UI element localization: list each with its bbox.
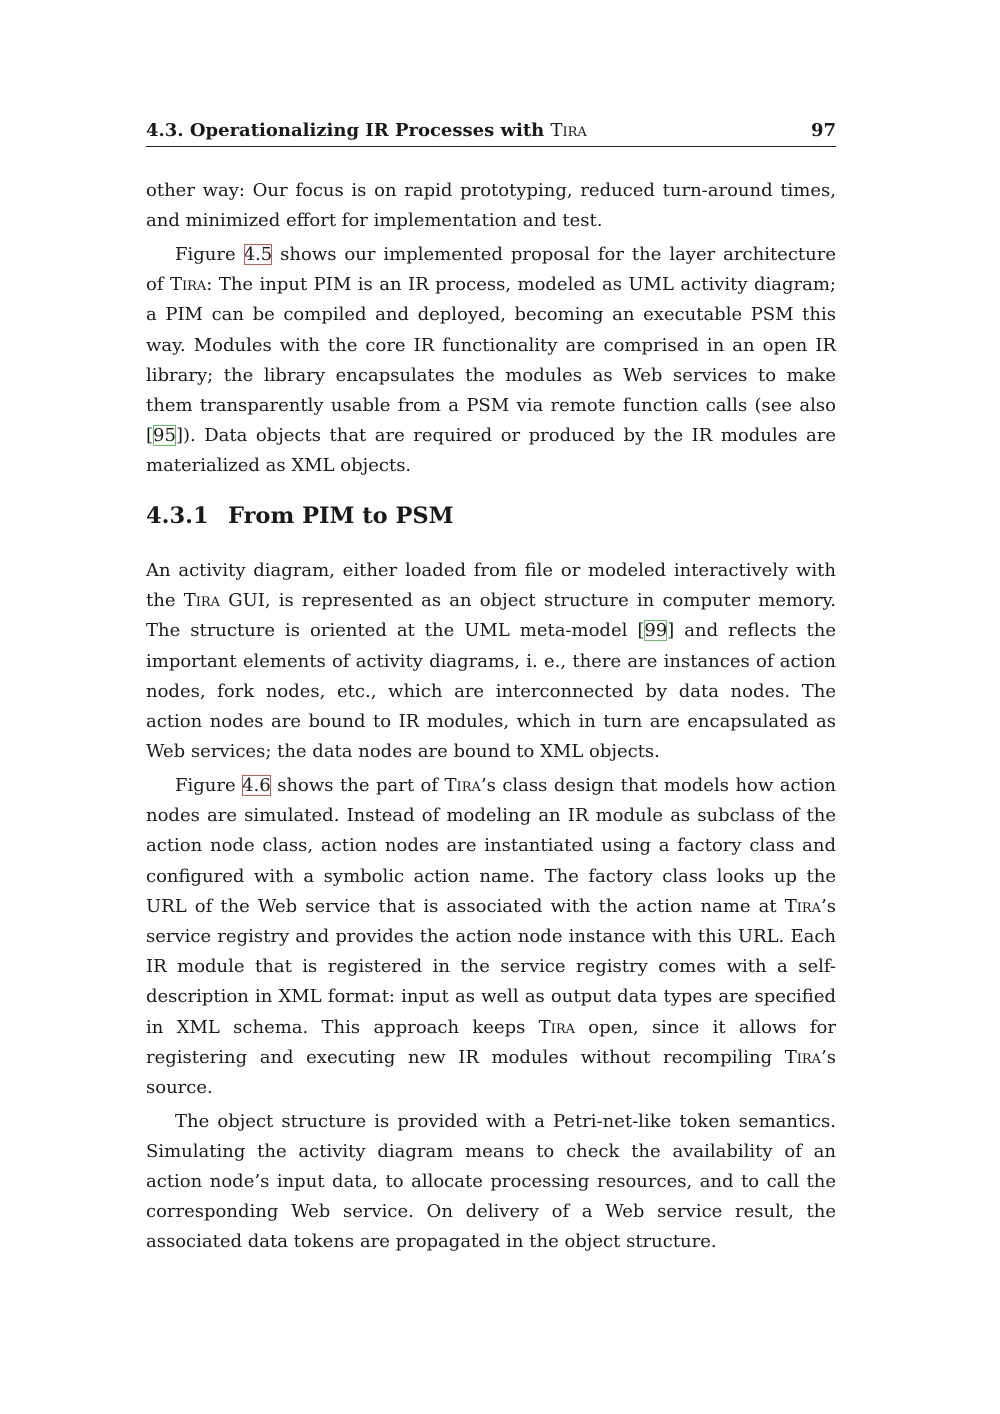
text-span: GUI, is represented as an object structure in computer memory. The structure is oriented at the UML meta-model [ [146,590,836,642]
section-number: 4.3.1 [146,503,209,529]
text-span: Figure [175,774,243,796]
citation-link[interactable]: 99 [644,620,668,642]
page-number: 97 [810,120,836,141]
paragraph: The object structure is provided with a Petri-net-like token semantics. Simulating the activity diagram means to check the availability of an action node’s input data, to allocate processing resources, and to call the corresponding Web service. On delivery of a Web service result, the associated data tokens are propagated in the object structure. [146,1110,836,1253]
text-span: An activity diagram, either loaded from file or modeled interactively with the [146,560,836,612]
body-text-bottom [146,556,836,1258]
text-span: ’s service registry and provides the action node instance with this URL. Each IR module that is registered in the service registry comes with a self-description in XML format: input as well as output data types are specified in XML schema. This approach keeps [146,895,836,1038]
text-span: shows the part of [270,774,445,796]
text-span: Figure [175,243,244,265]
tira-small-caps: Tira [784,895,822,917]
text-span: shows our implemented proposal for the layer architecture of [146,243,836,296]
tira-small-caps: Tira [169,274,207,296]
citation-link[interactable]: 95 [153,425,176,447]
section-heading [146,503,454,529]
tira-small-caps: Tira [784,1046,822,1068]
paragraph: other way: Our focus is on rapid prototyping, reduced turn-around times, and minimized effort for implementation and test. [146,180,836,232]
tira-small-caps: Tira [538,1016,575,1038]
paragraph [146,240,836,482]
tira-small-caps: Tira [550,120,587,141]
section-title: From PIM to PSM [228,503,454,529]
running-header [146,118,836,147]
tira-small-caps: Tira [183,590,221,612]
body-text-top [146,176,836,482]
tira-small-caps: Tira [444,774,481,796]
text-span: : The input PIM is an IR process, modeled as UML activity diagram; a PIM can be compiled and deployed, becoming an executable PSM this way. Modules with the core IR functionality are comprised in an open IR library; the library encapsulates the modules as Web services to make them transparently usable from a PSM via remote function calls (see also [ [146,274,836,447]
paragraph [146,771,836,1103]
paragraph [146,556,836,767]
text-span: ] and reflects the important elements of activity diagrams, i. e., there are instances of action nodes, fork nodes, etc., which are interconnected by data nodes. The action nodes are bound to IR modules, which in turn are encapsulated as Web services; the data nodes are bound to XML objects. [146,620,837,763]
text-span: open, since it allows for registering and executing new IR modules without recompiling [146,1016,837,1068]
text-span: ’s class design that models how action nodes are simulated. Instead of modeling an IR module as subclass of the action node class, action nodes are instantiated using a factory class and configured with a symbolic action name. The factory class looks up the URL of the Web service that is associated with the action name at [146,774,836,917]
figure-reference-link[interactable]: 4.5 [243,243,273,265]
text-span: ’s source. [146,1046,836,1098]
figure-reference-link[interactable]: 4.6 [242,774,271,796]
running-header-title [146,120,587,141]
text-span: ]). Data objects that are required or produced by the IR modules are materialized as XML objects. [146,425,836,477]
section-title-text: 4.3. Operationalizing IR Processes with [146,120,551,141]
